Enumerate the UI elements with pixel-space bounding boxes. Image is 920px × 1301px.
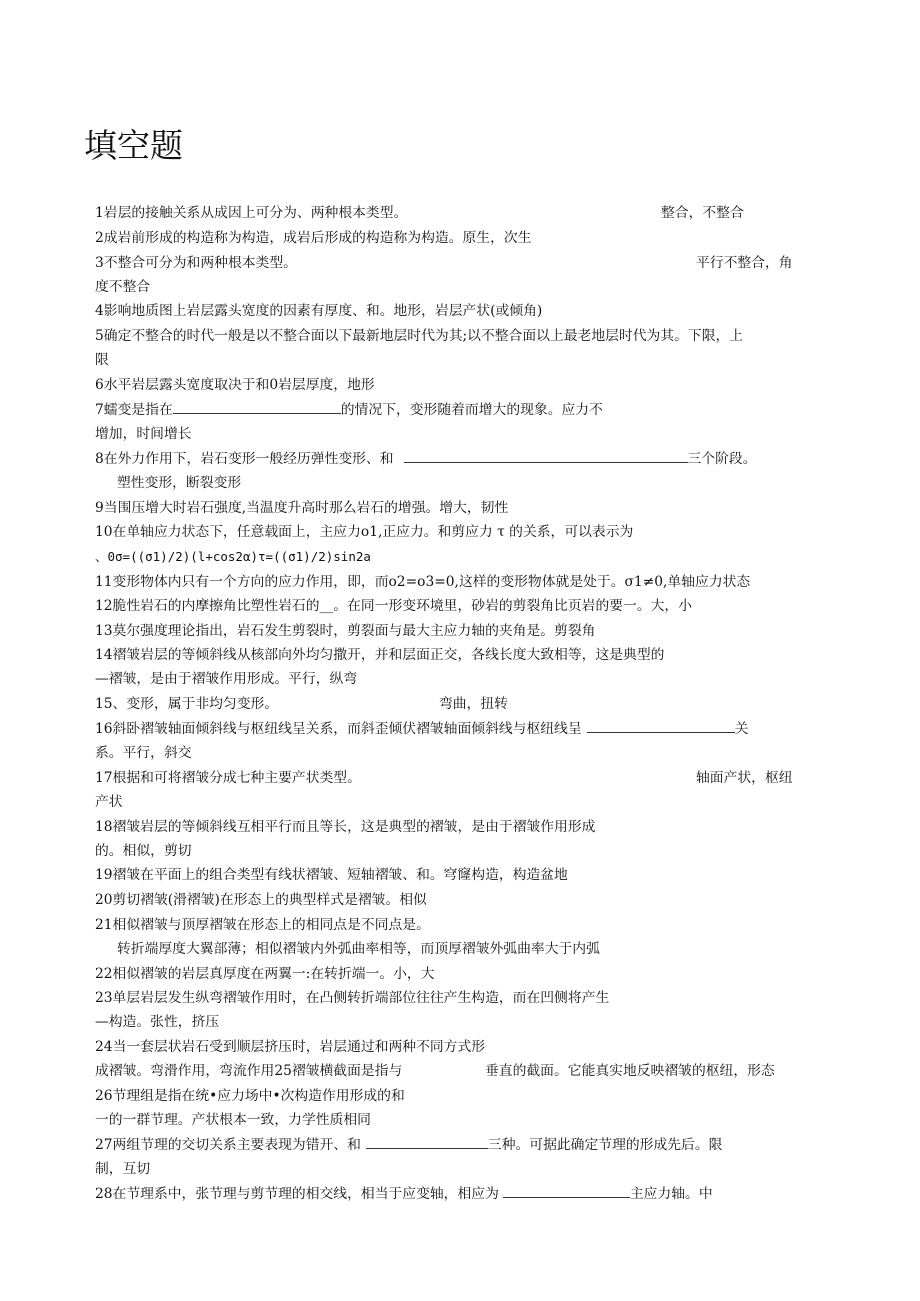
question-3 <box>95 251 793 275</box>
question-8 <box>95 447 757 471</box>
question-20: 20剪切褶皱(滑褶皱)在形态上的典型样式是褶皱。相似 <box>95 892 427 908</box>
question-28 <box>95 1182 713 1206</box>
fill-blank <box>587 717 735 733</box>
question-text: 28在节理系中，张节理与剪节理的相交线，相当于应变轴，相应为 <box>95 1186 499 1202</box>
question-text: 的情况下，变形随着而增大的现象。应力不 <box>340 402 603 418</box>
question-text: 16斜卧褶皱轴面倾斜线与枢纽线呈关系，而斜歪倾伏褶皱轴面倾斜线与枢纽线呈 <box>95 721 582 737</box>
question-1 <box>95 201 744 225</box>
question-11: 11变形物体内只有一个方向的应力作用，即，而o2=o3=0,这样的变形物体就是处于。σ1≠0,单轴应力状态 <box>95 574 751 590</box>
question-text: 1岩层的接触关系从成因上可分为、两种根本类型。 <box>95 205 408 221</box>
question-text: 27两组节理的交切关系主要表现为错开、和 <box>95 1137 361 1153</box>
fill-blank <box>173 398 341 414</box>
question-text: 关 <box>734 721 749 737</box>
question-12: 12脆性岩石的内摩擦角比塑性岩石的__。在同一形变环境里，砂岩的剪裂角比页岩的要一。大，小 <box>95 598 693 614</box>
question-5-continued: 限 <box>95 352 109 368</box>
question-text: 17根据和可将褶皱分成七种主要产状类型。 <box>95 770 361 786</box>
question-27-continued: 制，互切 <box>95 1161 151 1177</box>
question-7-continued: 增加，时间增长 <box>95 426 192 442</box>
question-17-continued: 产状 <box>95 794 123 810</box>
question-16-continued: 系。平行，斜交 <box>95 745 192 761</box>
fill-blank <box>366 1133 488 1149</box>
question-10: 10在单轴应力状态下，任意载面上，主应力o1,正应力。和剪应力 τ 的关系，可以表示为 <box>95 524 634 540</box>
question-19: 19褶皱在平面上的组合类型有线状褶皱、短轴褶皱、和。穹窿构造，构造盆地 <box>95 867 568 883</box>
question-26: 26节理组是指在统•应力场中•次构造作用形成的和 <box>95 1088 405 1104</box>
question-8-continued: 塑性变形，断裂变形 <box>117 475 242 491</box>
answer: 轴面产状，枢纽 <box>696 770 793 786</box>
question-13: 13莫尔强度理论指出，岩石发生剪裂时，剪裂面与最大主应力轴的夹角是。剪裂角 <box>95 623 596 639</box>
question-21: 21相似褶皱与顶厚褶皱在形态上的相同点是不同点是。 <box>95 917 430 933</box>
question-2: 2成岩前形成的构造称为构造，成岩后形成的构造称为构造。原生，次生 <box>95 230 532 246</box>
question-text: 成褶皱。弯滑作用，弯流作用25褶皱横截面是指与 <box>95 1063 403 1079</box>
answer: 平行不整合，角 <box>696 255 793 271</box>
question-text: 3不整合可分为和两种根本类型。 <box>95 255 297 271</box>
question-text: 三种。可据此确定节理的形成先后。限 <box>487 1137 723 1153</box>
question-14-continued: —褶皱，是由于褶皱作用形成。平行，纵弯 <box>95 671 358 687</box>
question-18-continued: 的。相似，剪切 <box>95 843 192 859</box>
question-14: 14褶皱岩层的等倾斜线从核部向外均匀撒开，并和层面正交，各线长度大致相等，这是典型的 <box>95 647 665 663</box>
question-22: 22相似褶皱的岩层真厚度在两翼一:在转折端一。小，大 <box>95 966 435 982</box>
question-text: 主应力轴。中 <box>629 1186 713 1202</box>
question-15 <box>95 692 508 716</box>
question-23-continued: —构造。张性，挤压 <box>95 1014 220 1030</box>
question-23: 23单层岩层发生纵弯褶皱作用时，在凸侧转折端部位往往产生构造，而在凹侧将产生 <box>95 990 610 1006</box>
fill-blank <box>404 447 688 463</box>
question-24-continued <box>95 1059 775 1083</box>
question-25-text: 垂直的截面。它能真实地反映褶皱的枢纽，形态 <box>485 1063 775 1079</box>
question-17 <box>95 766 793 790</box>
question-21-continued: 转折端厚度大翼部薄；相似褶皱内外弧曲率相等，而顶厚褶皱外弧曲率大于内弧 <box>117 941 600 957</box>
question-26-continued: 一的一群节理。产状根本一致，力学性质相同 <box>95 1112 371 1128</box>
fill-blank <box>503 1182 630 1198</box>
question-text: 7蠕变是指在 <box>95 402 173 418</box>
question-6: 6水平岩层露头宽度取决于和0岩层厚度，地形 <box>95 377 375 393</box>
question-10-formula: 、0σ=((σ1)/2)(l+cos2α)τ=((σ1)/2)sin2a <box>95 549 371 564</box>
question-18: 18褶皱岩层的等倾斜线互相平行而且等长，这是典型的褶皱，是由于褶皱作用形成 <box>95 819 596 835</box>
question-16 <box>95 717 748 741</box>
question-24: 24当一套层状岩石受到顺层挤压时，岩层通过和两种不同方式形 <box>95 1039 486 1055</box>
question-text: 8在外力作用下，岩石变形一般经历弹性变形、和 <box>95 451 394 467</box>
question-text: 三个阶段。 <box>687 451 757 467</box>
question-5: 5确定不整合的时代一般是以不整合面以下最新地层时代为其;以不整合面以上最老地层时代为其。下限，上 <box>95 328 744 344</box>
question-7 <box>95 398 603 422</box>
question-27 <box>95 1133 722 1157</box>
question-9: 9当围压增大时岩石强度,当温度升高时那么岩石的增强。增大，韧性 <box>95 500 509 516</box>
page-title: 填空题 <box>84 126 183 165</box>
question-4: 4影响地质图上岩层露头宽度的因素有厚度、和。地形，岩层产状(或倾角) <box>95 303 543 319</box>
question-3-continued: 度不整合 <box>95 279 151 295</box>
answer: 弯曲，扭转 <box>439 696 508 712</box>
question-text: 15、变形，属于非均匀变形。 <box>95 696 279 712</box>
answer: 整合，不整合 <box>661 205 744 221</box>
